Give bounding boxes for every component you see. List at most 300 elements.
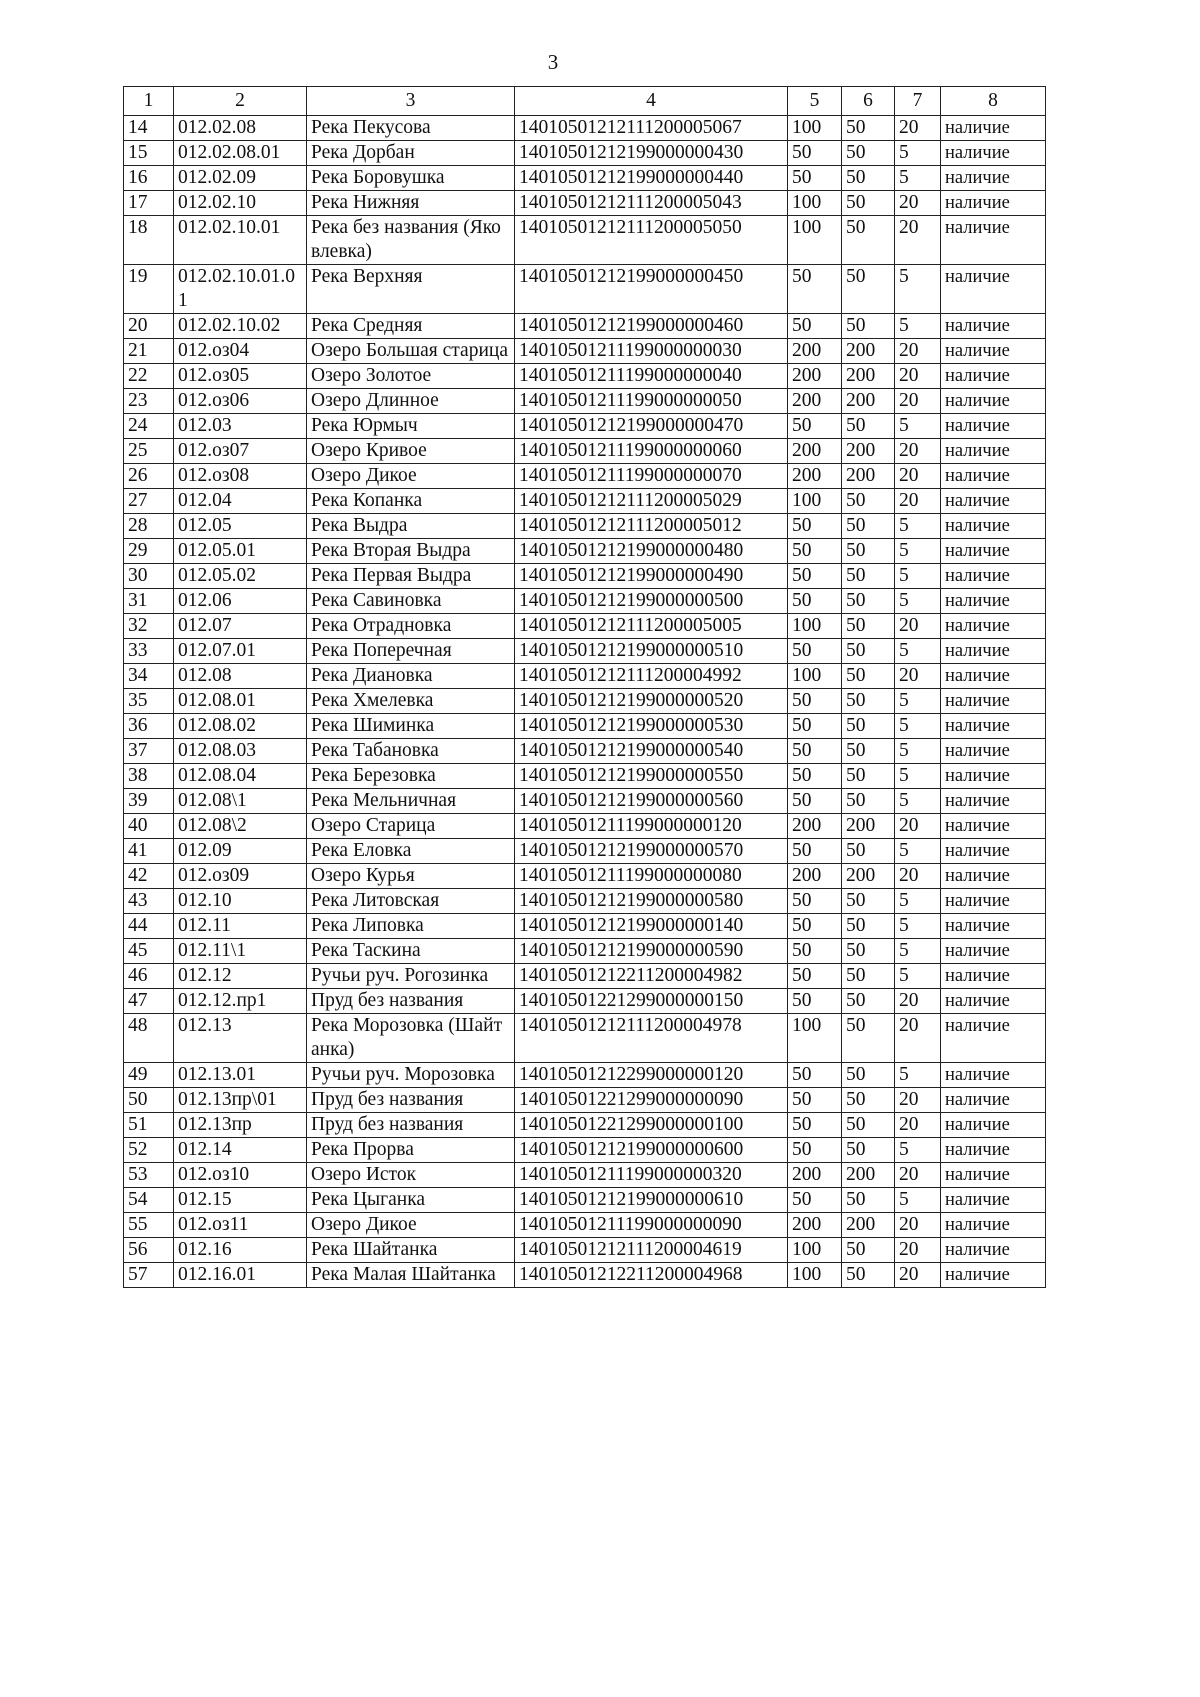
registry-id-cell: 14010501212199000000470 bbox=[515, 414, 788, 439]
row-number-cell: 26 bbox=[124, 464, 174, 489]
table-row bbox=[124, 839, 1046, 864]
value-6-cell: 50 bbox=[842, 1263, 895, 1288]
row-number-cell: 32 bbox=[124, 614, 174, 639]
value-5-cell: 50 bbox=[788, 166, 842, 191]
registry-id-cell: 14010501212111200005043 bbox=[515, 191, 788, 216]
value-6-cell: 50 bbox=[842, 116, 895, 141]
registry-id-cell: 14010501211199000000320 bbox=[515, 1163, 788, 1188]
code-cell: 012.02.10.02 bbox=[174, 314, 307, 339]
code-cell: 012.оз07 bbox=[174, 439, 307, 464]
value-6-cell: 50 bbox=[842, 514, 895, 539]
row-number-cell: 30 bbox=[124, 564, 174, 589]
status-cell: наличие bbox=[941, 664, 1046, 689]
name-cell: Река Прорва bbox=[307, 1138, 515, 1163]
name-cell: Пруд без названия bbox=[307, 989, 515, 1014]
status-cell: наличие bbox=[941, 166, 1046, 191]
value-5-cell: 50 bbox=[788, 141, 842, 166]
row-number-cell: 37 bbox=[124, 739, 174, 764]
value-7-cell: 20 bbox=[895, 389, 941, 414]
value-6-cell: 50 bbox=[842, 489, 895, 514]
code-cell: 012.оз05 bbox=[174, 364, 307, 389]
table-row bbox=[124, 1063, 1046, 1088]
name-cell: Река Шайтанка bbox=[307, 1238, 515, 1263]
value-7-cell: 5 bbox=[895, 141, 941, 166]
row-number-cell: 41 bbox=[124, 839, 174, 864]
value-5-cell: 50 bbox=[788, 314, 842, 339]
code-cell: 012.05.02 bbox=[174, 564, 307, 589]
name-cell: Река Пекусова bbox=[307, 116, 515, 141]
code-cell: 012.14 bbox=[174, 1138, 307, 1163]
row-number-cell: 23 bbox=[124, 389, 174, 414]
name-cell: Озеро Золотое bbox=[307, 364, 515, 389]
name-cell: Река без названия (Яковлевка) bbox=[307, 216, 515, 265]
value-7-cell: 5 bbox=[895, 1188, 941, 1213]
table-row bbox=[124, 1113, 1046, 1138]
code-cell: 012.07 bbox=[174, 614, 307, 639]
status-cell: наличие bbox=[941, 439, 1046, 464]
value-5-cell: 50 bbox=[788, 764, 842, 789]
value-5-cell: 50 bbox=[788, 1138, 842, 1163]
value-7-cell: 5 bbox=[895, 166, 941, 191]
table-row bbox=[124, 964, 1046, 989]
code-cell: 012.05 bbox=[174, 514, 307, 539]
name-cell: Река Верхняя bbox=[307, 265, 515, 314]
value-6-cell: 50 bbox=[842, 764, 895, 789]
status-cell: наличие bbox=[941, 314, 1046, 339]
value-7-cell: 20 bbox=[895, 116, 941, 141]
status-cell: наличие bbox=[941, 514, 1046, 539]
registry-id-cell: 14010501212111200005029 bbox=[515, 489, 788, 514]
row-number-cell: 51 bbox=[124, 1113, 174, 1138]
value-6-cell: 200 bbox=[842, 389, 895, 414]
column-header-1: 1 bbox=[124, 87, 174, 116]
code-cell: 012.15 bbox=[174, 1188, 307, 1213]
value-7-cell: 20 bbox=[895, 1263, 941, 1288]
value-6-cell: 50 bbox=[842, 1238, 895, 1263]
row-number-cell: 54 bbox=[124, 1188, 174, 1213]
value-7-cell: 20 bbox=[895, 1163, 941, 1188]
registry-id-cell: 14010501212111200004978 bbox=[515, 1014, 788, 1063]
registry-id-cell: 14010501212199000000450 bbox=[515, 265, 788, 314]
header-row bbox=[124, 87, 1046, 116]
registry-id-cell: 14010501211199000000120 bbox=[515, 814, 788, 839]
row-number-cell: 15 bbox=[124, 141, 174, 166]
value-5-cell: 50 bbox=[788, 1113, 842, 1138]
status-cell: наличие bbox=[941, 914, 1046, 939]
status-cell: наличие bbox=[941, 216, 1046, 265]
value-6-cell: 200 bbox=[842, 364, 895, 389]
name-cell: Река Еловка bbox=[307, 839, 515, 864]
value-6-cell: 50 bbox=[842, 1138, 895, 1163]
row-number-cell: 46 bbox=[124, 964, 174, 989]
value-7-cell: 5 bbox=[895, 889, 941, 914]
value-7-cell: 20 bbox=[895, 191, 941, 216]
column-header-7: 7 bbox=[895, 87, 941, 116]
name-cell: Озеро Дикое bbox=[307, 464, 515, 489]
name-cell: Река Морозовка (Шайтанка) bbox=[307, 1014, 515, 1063]
value-5-cell: 50 bbox=[788, 789, 842, 814]
column-header-5: 5 bbox=[788, 87, 842, 116]
value-5-cell: 200 bbox=[788, 339, 842, 364]
column-header-3: 3 bbox=[307, 87, 515, 116]
name-cell: Река Липовка bbox=[307, 914, 515, 939]
value-5-cell: 50 bbox=[788, 265, 842, 314]
value-5-cell: 50 bbox=[788, 514, 842, 539]
table-row bbox=[124, 639, 1046, 664]
name-cell: Река Савиновка bbox=[307, 589, 515, 614]
registry-id-cell: 14010501211199000000040 bbox=[515, 364, 788, 389]
table-row bbox=[124, 1163, 1046, 1188]
row-number-cell: 49 bbox=[124, 1063, 174, 1088]
value-7-cell: 20 bbox=[895, 614, 941, 639]
table-row bbox=[124, 265, 1046, 314]
value-5-cell: 100 bbox=[788, 1263, 842, 1288]
registry-id-cell: 14010501212199000000140 bbox=[515, 914, 788, 939]
value-6-cell: 50 bbox=[842, 639, 895, 664]
row-number-cell: 57 bbox=[124, 1263, 174, 1288]
registry-id-cell: 14010501211199000000080 bbox=[515, 864, 788, 889]
table-row bbox=[124, 314, 1046, 339]
row-number-cell: 55 bbox=[124, 1213, 174, 1238]
row-number-cell: 40 bbox=[124, 814, 174, 839]
registry-id-cell: 14010501212299000000120 bbox=[515, 1063, 788, 1088]
name-cell: Река Шиминка bbox=[307, 714, 515, 739]
row-number-cell: 18 bbox=[124, 216, 174, 265]
status-cell: наличие bbox=[941, 739, 1046, 764]
value-6-cell: 50 bbox=[842, 939, 895, 964]
status-cell: наличие bbox=[941, 814, 1046, 839]
row-number-cell: 38 bbox=[124, 764, 174, 789]
table-row bbox=[124, 589, 1046, 614]
row-number-cell: 42 bbox=[124, 864, 174, 889]
value-6-cell: 200 bbox=[842, 339, 895, 364]
value-7-cell: 20 bbox=[895, 1213, 941, 1238]
value-6-cell: 50 bbox=[842, 564, 895, 589]
value-7-cell: 5 bbox=[895, 689, 941, 714]
table-row bbox=[124, 664, 1046, 689]
table-row bbox=[124, 1188, 1046, 1213]
registry-id-cell: 14010501211199000000070 bbox=[515, 464, 788, 489]
row-number-cell: 25 bbox=[124, 439, 174, 464]
value-6-cell: 50 bbox=[842, 191, 895, 216]
status-cell: наличие bbox=[941, 489, 1046, 514]
status-cell: наличие bbox=[941, 589, 1046, 614]
name-cell: Река Цыганка bbox=[307, 1188, 515, 1213]
row-number-cell: 36 bbox=[124, 714, 174, 739]
registry-id-cell: 14010501221299000000100 bbox=[515, 1113, 788, 1138]
value-7-cell: 20 bbox=[895, 216, 941, 265]
name-cell: Река Первая Выдра bbox=[307, 564, 515, 589]
row-number-cell: 29 bbox=[124, 539, 174, 564]
registry-id-cell: 14010501212199000000490 bbox=[515, 564, 788, 589]
registry-id-cell: 14010501212199000000430 bbox=[515, 141, 788, 166]
code-cell: 012.оз08 bbox=[174, 464, 307, 489]
value-5-cell: 100 bbox=[788, 614, 842, 639]
row-number-cell: 45 bbox=[124, 939, 174, 964]
code-cell: 012.08\2 bbox=[174, 814, 307, 839]
table-row bbox=[124, 489, 1046, 514]
table-row bbox=[124, 1263, 1046, 1288]
row-number-cell: 16 bbox=[124, 166, 174, 191]
code-cell: 012.оз06 bbox=[174, 389, 307, 414]
registry-id-cell: 14010501212111200005050 bbox=[515, 216, 788, 265]
value-7-cell: 20 bbox=[895, 489, 941, 514]
name-cell: Река Хмелевка bbox=[307, 689, 515, 714]
table-row bbox=[124, 864, 1046, 889]
status-cell: наличие bbox=[941, 464, 1046, 489]
value-7-cell: 5 bbox=[895, 789, 941, 814]
table-row bbox=[124, 539, 1046, 564]
code-cell: 012.02.10.01.01 bbox=[174, 265, 307, 314]
value-7-cell: 5 bbox=[895, 764, 941, 789]
registry-id-cell: 14010501212199000000520 bbox=[515, 689, 788, 714]
value-7-cell: 20 bbox=[895, 439, 941, 464]
table-row bbox=[124, 1238, 1046, 1263]
registry-id-cell: 14010501221299000000090 bbox=[515, 1088, 788, 1113]
registry-id-cell: 14010501221299000000150 bbox=[515, 989, 788, 1014]
value-6-cell: 50 bbox=[842, 1188, 895, 1213]
registry-id-cell: 14010501212199000000460 bbox=[515, 314, 788, 339]
table-row bbox=[124, 464, 1046, 489]
value-5-cell: 50 bbox=[788, 914, 842, 939]
status-cell: наличие bbox=[941, 864, 1046, 889]
code-cell: 012.08.03 bbox=[174, 739, 307, 764]
table-row bbox=[124, 364, 1046, 389]
name-cell: Река Литовская bbox=[307, 889, 515, 914]
row-number-cell: 33 bbox=[124, 639, 174, 664]
value-5-cell: 100 bbox=[788, 664, 842, 689]
status-cell: наличие bbox=[941, 689, 1046, 714]
code-cell: 012.13.01 bbox=[174, 1063, 307, 1088]
value-5-cell: 50 bbox=[788, 564, 842, 589]
code-cell: 012.оз11 bbox=[174, 1213, 307, 1238]
status-cell: наличие bbox=[941, 116, 1046, 141]
value-6-cell: 50 bbox=[842, 539, 895, 564]
value-6-cell: 50 bbox=[842, 839, 895, 864]
value-7-cell: 20 bbox=[895, 339, 941, 364]
code-cell: 012.02.08 bbox=[174, 116, 307, 141]
value-6-cell: 50 bbox=[842, 789, 895, 814]
name-cell: Ручьи руч. Рогозинка bbox=[307, 964, 515, 989]
value-6-cell: 200 bbox=[842, 814, 895, 839]
name-cell: Река Табановка bbox=[307, 739, 515, 764]
value-5-cell: 50 bbox=[788, 839, 842, 864]
status-cell: наличие bbox=[941, 141, 1046, 166]
table-row bbox=[124, 439, 1046, 464]
row-number-cell: 28 bbox=[124, 514, 174, 539]
value-7-cell: 5 bbox=[895, 639, 941, 664]
row-number-cell: 19 bbox=[124, 265, 174, 314]
value-6-cell: 50 bbox=[842, 1113, 895, 1138]
name-cell: Река Таскина bbox=[307, 939, 515, 964]
table-row bbox=[124, 116, 1046, 141]
row-number-cell: 43 bbox=[124, 889, 174, 914]
value-6-cell: 50 bbox=[842, 1088, 895, 1113]
name-cell: Река Средняя bbox=[307, 314, 515, 339]
value-7-cell: 5 bbox=[895, 1138, 941, 1163]
row-number-cell: 50 bbox=[124, 1088, 174, 1113]
name-cell: Река Малая Шайтанка bbox=[307, 1263, 515, 1288]
registry-id-cell: 14010501212199000000570 bbox=[515, 839, 788, 864]
value-6-cell: 50 bbox=[842, 414, 895, 439]
value-7-cell: 5 bbox=[895, 539, 941, 564]
table-row bbox=[124, 814, 1046, 839]
value-5-cell: 50 bbox=[788, 1063, 842, 1088]
value-6-cell: 50 bbox=[842, 739, 895, 764]
row-number-cell: 31 bbox=[124, 589, 174, 614]
value-7-cell: 5 bbox=[895, 714, 941, 739]
table-row bbox=[124, 216, 1046, 265]
row-number-cell: 21 bbox=[124, 339, 174, 364]
value-7-cell: 20 bbox=[895, 989, 941, 1014]
row-number-cell: 22 bbox=[124, 364, 174, 389]
code-cell: 012.12.пр1 bbox=[174, 989, 307, 1014]
registry-id-cell: 14010501212199000000550 bbox=[515, 764, 788, 789]
status-cell: наличие bbox=[941, 939, 1046, 964]
row-number-cell: 53 bbox=[124, 1163, 174, 1188]
table-row bbox=[124, 1213, 1046, 1238]
value-5-cell: 50 bbox=[788, 889, 842, 914]
table-row bbox=[124, 191, 1046, 216]
name-cell: Озеро Большая старица bbox=[307, 339, 515, 364]
value-5-cell: 50 bbox=[788, 989, 842, 1014]
value-6-cell: 50 bbox=[842, 614, 895, 639]
value-5-cell: 200 bbox=[788, 864, 842, 889]
name-cell: Река Нижняя bbox=[307, 191, 515, 216]
water-bodies-table bbox=[123, 86, 1046, 1288]
value-5-cell: 200 bbox=[788, 1213, 842, 1238]
registry-id-cell: 14010501212199000000580 bbox=[515, 889, 788, 914]
value-7-cell: 20 bbox=[895, 664, 941, 689]
table-row bbox=[124, 564, 1046, 589]
row-number-cell: 24 bbox=[124, 414, 174, 439]
status-cell: наличие bbox=[941, 564, 1046, 589]
value-7-cell: 5 bbox=[895, 839, 941, 864]
value-7-cell: 5 bbox=[895, 1063, 941, 1088]
status-cell: наличие bbox=[941, 1113, 1046, 1138]
value-5-cell: 200 bbox=[788, 364, 842, 389]
table-row bbox=[124, 389, 1046, 414]
row-number-cell: 52 bbox=[124, 1138, 174, 1163]
name-cell: Река Диановка bbox=[307, 664, 515, 689]
registry-id-cell: 14010501211199000000050 bbox=[515, 389, 788, 414]
value-5-cell: 50 bbox=[788, 739, 842, 764]
column-header-4: 4 bbox=[515, 87, 788, 116]
status-cell: наличие bbox=[941, 889, 1046, 914]
name-cell: Озеро Кривое bbox=[307, 439, 515, 464]
value-6-cell: 200 bbox=[842, 464, 895, 489]
value-6-cell: 200 bbox=[842, 1163, 895, 1188]
value-6-cell: 50 bbox=[842, 914, 895, 939]
name-cell: Река Боровушка bbox=[307, 166, 515, 191]
name-cell: Река Дорбан bbox=[307, 141, 515, 166]
row-number-cell: 56 bbox=[124, 1238, 174, 1263]
row-number-cell: 27 bbox=[124, 489, 174, 514]
row-number-cell: 47 bbox=[124, 989, 174, 1014]
code-cell: 012.10 bbox=[174, 889, 307, 914]
table-row bbox=[124, 989, 1046, 1014]
status-cell: наличие bbox=[941, 1163, 1046, 1188]
value-6-cell: 50 bbox=[842, 1014, 895, 1063]
status-cell: наличие bbox=[941, 191, 1046, 216]
table-row bbox=[124, 689, 1046, 714]
table-row bbox=[124, 166, 1046, 191]
value-7-cell: 5 bbox=[895, 514, 941, 539]
table-row bbox=[124, 914, 1046, 939]
value-6-cell: 50 bbox=[842, 664, 895, 689]
registry-id-cell: 14010501211199000000030 bbox=[515, 339, 788, 364]
code-cell: 012.08\1 bbox=[174, 789, 307, 814]
value-6-cell: 50 bbox=[842, 141, 895, 166]
value-6-cell: 50 bbox=[842, 889, 895, 914]
name-cell: Река Березовка bbox=[307, 764, 515, 789]
value-5-cell: 50 bbox=[788, 639, 842, 664]
table-row bbox=[124, 714, 1046, 739]
value-7-cell: 5 bbox=[895, 739, 941, 764]
value-6-cell: 50 bbox=[842, 314, 895, 339]
code-cell: 012.07.01 bbox=[174, 639, 307, 664]
value-7-cell: 5 bbox=[895, 964, 941, 989]
code-cell: 012.08.04 bbox=[174, 764, 307, 789]
name-cell: Озеро Исток bbox=[307, 1163, 515, 1188]
row-number-cell: 20 bbox=[124, 314, 174, 339]
value-5-cell: 50 bbox=[788, 714, 842, 739]
value-6-cell: 50 bbox=[842, 216, 895, 265]
table-row bbox=[124, 1138, 1046, 1163]
table-row bbox=[124, 514, 1046, 539]
row-number-cell: 35 bbox=[124, 689, 174, 714]
row-number-cell: 44 bbox=[124, 914, 174, 939]
value-7-cell: 5 bbox=[895, 914, 941, 939]
value-5-cell: 100 bbox=[788, 116, 842, 141]
value-7-cell: 20 bbox=[895, 1113, 941, 1138]
code-cell: 012.13пр\01 bbox=[174, 1088, 307, 1113]
value-7-cell: 20 bbox=[895, 364, 941, 389]
name-cell: Река Мельничная bbox=[307, 789, 515, 814]
registry-id-cell: 14010501212199000000480 bbox=[515, 539, 788, 564]
code-cell: 012.12 bbox=[174, 964, 307, 989]
name-cell: Озеро Старица bbox=[307, 814, 515, 839]
value-5-cell: 200 bbox=[788, 1163, 842, 1188]
name-cell: Река Копанка bbox=[307, 489, 515, 514]
table-row bbox=[124, 614, 1046, 639]
registry-id-cell: 14010501211199000000060 bbox=[515, 439, 788, 464]
value-7-cell: 5 bbox=[895, 314, 941, 339]
value-6-cell: 50 bbox=[842, 265, 895, 314]
status-cell: наличие bbox=[941, 989, 1046, 1014]
status-cell: наличие bbox=[941, 714, 1046, 739]
code-cell: 012.05.01 bbox=[174, 539, 307, 564]
value-6-cell: 50 bbox=[842, 1063, 895, 1088]
table-row bbox=[124, 141, 1046, 166]
registry-id-cell: 14010501212111200004619 bbox=[515, 1238, 788, 1263]
value-5-cell: 200 bbox=[788, 464, 842, 489]
status-cell: наличие bbox=[941, 265, 1046, 314]
row-number-cell: 34 bbox=[124, 664, 174, 689]
name-cell: Озеро Курья bbox=[307, 864, 515, 889]
status-cell: наличие bbox=[941, 539, 1046, 564]
registry-id-cell: 14010501212111200005012 bbox=[515, 514, 788, 539]
code-cell: 012.09 bbox=[174, 839, 307, 864]
code-cell: 012.02.10.01 bbox=[174, 216, 307, 265]
registry-id-cell: 14010501212111200004992 bbox=[515, 664, 788, 689]
value-5-cell: 50 bbox=[788, 539, 842, 564]
value-5-cell: 50 bbox=[788, 689, 842, 714]
value-5-cell: 200 bbox=[788, 814, 842, 839]
registry-id-cell: 14010501211199000000090 bbox=[515, 1213, 788, 1238]
registry-id-cell: 14010501212199000000540 bbox=[515, 739, 788, 764]
status-cell: наличие bbox=[941, 1188, 1046, 1213]
